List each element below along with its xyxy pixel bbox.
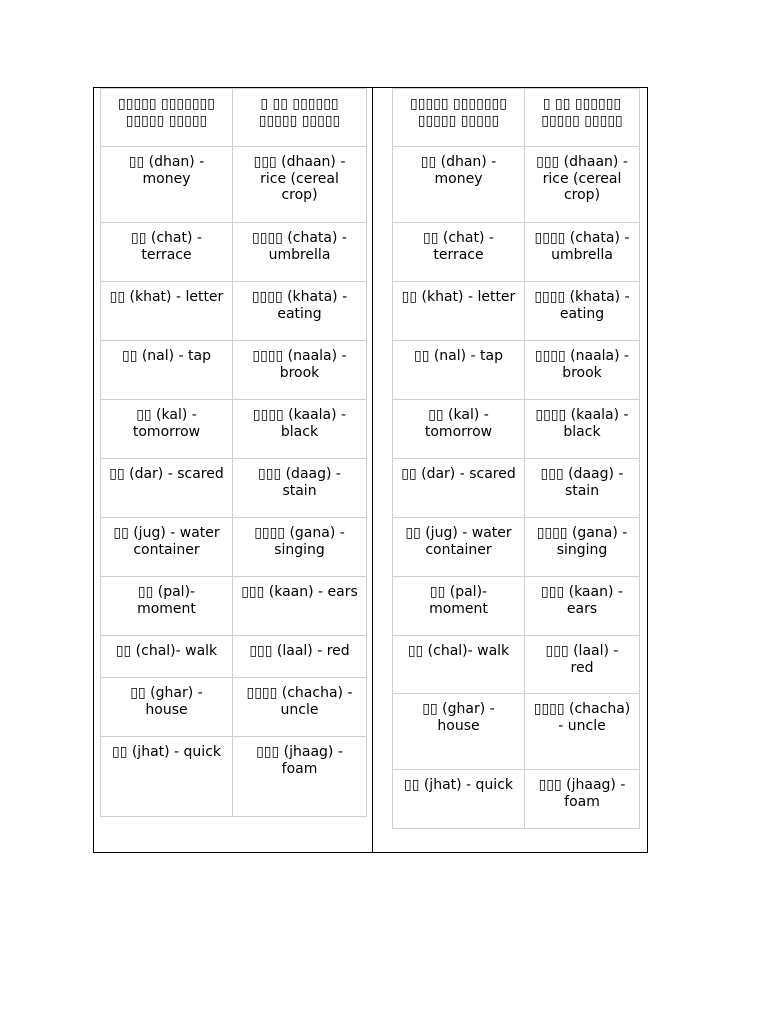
table-row (101, 282, 367, 341)
word-cell: ▯▯ (dar) - scared (393, 459, 525, 518)
table-row (393, 147, 640, 223)
table-row (101, 147, 367, 223)
table-row (393, 770, 640, 829)
word-cell: ▯▯ (chat) - terrace (101, 223, 233, 282)
table-header-row (101, 89, 367, 147)
word-cell: ▯▯ (ghar) - house (101, 678, 233, 737)
word-cell: ▯▯▯▯ (chata) - umbrella (525, 223, 640, 282)
table-header-row (393, 89, 640, 147)
word-cell: ▯▯▯ (laal) - red (233, 636, 367, 678)
table-row (393, 459, 640, 518)
table-row (101, 459, 367, 518)
center-divider (372, 87, 373, 853)
word-cell: ▯▯▯ (jhaag) - foam (233, 737, 367, 817)
table-row (393, 518, 640, 577)
word-cell: ▯▯▯ (dhaan) - rice (cereal crop) (233, 147, 367, 223)
word-cell: ▯▯ (chal)- walk (393, 636, 525, 694)
word-cell: ▯▯▯▯ (kaala) - black (233, 400, 367, 459)
word-cell: ▯▯▯▯ (chata) - umbrella (233, 223, 367, 282)
word-cell: ▯▯▯▯ (gana) - singing (233, 518, 367, 577)
word-cell: ▯▯ (jug) - water container (393, 518, 525, 577)
word-cell: ▯▯▯▯ (kaala) - black (525, 400, 640, 459)
word-cell: ▯▯ (jhat) - quick (393, 770, 525, 829)
word-cell: ▯▯▯ (daag) - stain (525, 459, 640, 518)
word-cell: ▯▯ (nal) - tap (101, 341, 233, 400)
word-cell: ▯▯▯▯ (khata) - eating (525, 282, 640, 341)
word-cell: ▯▯▯ (laal) - red (525, 636, 640, 694)
vocabulary-table-right (392, 88, 640, 829)
table-row (101, 341, 367, 400)
word-cell: ▯▯ (pal)- moment (393, 577, 525, 636)
table-row (101, 737, 367, 817)
table-row (101, 400, 367, 459)
header-cell: ▯ ▯▯ ▯▯▯▯▯▯ ▯▯▯▯▯ ▯▯▯▯▯ (233, 89, 367, 147)
word-cell: ▯▯ (kal) - tomorrow (393, 400, 525, 459)
word-cell: ▯▯ (dhan) - money (101, 147, 233, 223)
word-cell: ▯▯▯▯ (chacha) - uncle (233, 678, 367, 737)
word-cell: ▯▯▯ (dhaan) - rice (cereal crop) (525, 147, 640, 223)
word-cell: ▯▯ (pal)- moment (101, 577, 233, 636)
table-row (393, 577, 640, 636)
word-cell: ▯▯ (kal) - tomorrow (101, 400, 233, 459)
word-cell: ▯▯ (nal) - tap (393, 341, 525, 400)
word-cell: ▯▯ (khat) - letter (393, 282, 525, 341)
word-cell: ▯▯▯▯ (chacha) - uncle (525, 694, 640, 770)
table-row (393, 341, 640, 400)
table-row (393, 694, 640, 770)
table-row (101, 636, 367, 678)
table-row (101, 678, 367, 737)
word-cell: ▯▯▯ (jhaag) - foam (525, 770, 640, 829)
table-row (101, 223, 367, 282)
word-cell: ▯▯▯▯ (khata) - eating (233, 282, 367, 341)
word-cell: ▯▯▯▯ (naala) - brook (233, 341, 367, 400)
header-cell: ▯▯▯▯▯ ▯▯▯▯▯▯▯ ▯▯▯▯▯ ▯▯▯▯▯ (393, 89, 525, 147)
table-row (393, 282, 640, 341)
header-cell: ▯ ▯▯ ▯▯▯▯▯▯ ▯▯▯▯▯ ▯▯▯▯▯ (525, 89, 640, 147)
header-cell: ▯▯▯▯▯ ▯▯▯▯▯▯▯ ▯▯▯▯▯ ▯▯▯▯▯ (101, 89, 233, 147)
word-cell: ▯▯▯▯ (gana) - singing (525, 518, 640, 577)
table-row (393, 223, 640, 282)
table-row (393, 400, 640, 459)
word-cell: ▯▯ (chal)- walk (101, 636, 233, 678)
word-cell: ▯▯ (ghar) - house (393, 694, 525, 770)
word-cell: ▯▯ (jhat) - quick (101, 737, 233, 817)
word-cell: ▯▯ (khat) - letter (101, 282, 233, 341)
word-cell: ▯▯▯ (daag) - stain (233, 459, 367, 518)
table-row (101, 518, 367, 577)
word-cell: ▯▯▯ (kaan) - ears (525, 577, 640, 636)
table-row (101, 577, 367, 636)
word-cell: ▯▯ (dar) - scared (101, 459, 233, 518)
vocabulary-table-left (100, 88, 367, 817)
word-cell: ▯▯▯▯ (naala) - brook (525, 341, 640, 400)
table-row (393, 636, 640, 694)
word-cell: ▯▯ (jug) - water container (101, 518, 233, 577)
word-cell: ▯▯ (dhan) - money (393, 147, 525, 223)
word-cell: ▯▯ (chat) - terrace (393, 223, 525, 282)
word-cell: ▯▯▯ (kaan) - ears (233, 577, 367, 636)
